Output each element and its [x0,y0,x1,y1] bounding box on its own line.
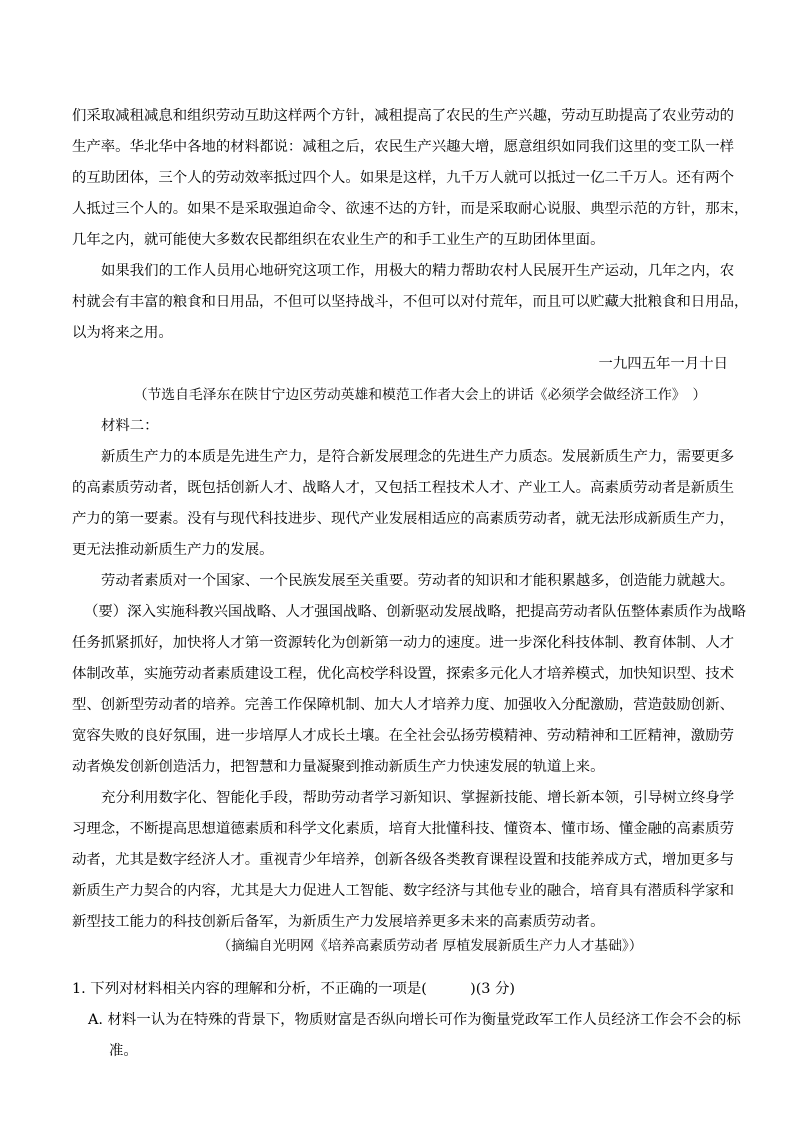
question-stem: 1. 下列对材料相关内容的理解和分析，不正确的一项是( )(3 分) [72,981,516,997]
material2-line-8: 体制改革，实施劳动者素质建设工程，优化高校学科设置，探索多元化人才培养模式，加快知识型、技术 [72,666,734,682]
material2-line-4: 更无法推动新质生产力的发展。 [72,542,274,558]
option-a-line-2: 准。 [109,1043,138,1059]
material1-date: 一九四五年一月十日 [598,356,728,372]
material2-line-11: 动者焕发创新创造活力，把智慧和力量凝聚到推动新质生产力快速发展的轨道上来。 [72,759,605,775]
material2-line-12: 充分利用数字化、智能化手段，帮助劳动者学习新知识、掌握新技能、增长新本领，引导树立终身学 [101,790,735,806]
material2-line-15: 新质生产力契合的内容，尤其是大力促进人工智能、数字经济与其他专业的融合，培育具有潜质科学家和 [72,883,734,899]
material1-line-8: 以为将来之用。 [72,325,173,341]
material2-line-6: （要）深入实施科教兴国战略、人才强国战略、创新驱动发展战略，把提高劳动者队伍整体素质作为战略 [84,604,746,620]
material2-line-10: 宽容失败的良好氛围，进一步培厚人才成长土壤。在全社会弘扬劳模精神、劳动精神和工匠精神，激励劳 [72,728,734,744]
material2-line-16: 新型技工能力的科技创新后备军，为新质生产力发展培养更多未来的高素质劳动者。 [72,914,605,930]
material2-line-5: 劳动者素质对一个国家、一个民族发展至关重要。劳动者的知识和才能积累越多，创造能力就越大。 [101,573,735,589]
material2-heading: 材料二： [101,418,159,434]
material2-line-3: 产力的第一要素。没有与现代科技进步、现代产业发展相适应的高素质劳动者，就无法形成新质生产力， [72,511,734,527]
material2-line-13: 习理念，不断提高思想道德素质和科学文化素质，培育大批懂科技、懂资本、懂市场、懂金融的高素质劳 [72,821,734,837]
material2-line-7: 任务抓紧抓好，加快将人才第一资源转化为创新第一动力的速度。进一步深化科技体制、教育体制、人才 [72,635,734,651]
material1-line-7: 村就会有丰富的粮食和日用品，不但可以坚持战斗，不但可以对付荒年，而且可以贮藏大批粮食和日用品， [72,294,749,310]
material1-line-1: 们采取减租减息和组织劳动互助这样两个方针，减租提高了农民的生产兴趣，劳动互助提高了农业劳动的 [72,108,734,124]
material2-line-1: 新质生产力的本质是先进生产力，是符合新发展理念的先进生产力质态。发展新质生产力，需要更多 [101,449,735,465]
material2-line-14: 动者，尤其是数字经济人才。重视青少年培养，创新各级各类教育课程设置和技能养成方式，增加更多与 [72,852,734,868]
material2-line-9: 型、创新型劳动者的培养。完善工作保障机制、加大人才培养力度、加强收入分配激励，营造鼓励创新、 [72,697,734,713]
material1-line-3: 的互助团体，三个人的劳动效率抵过四个人。如果是这样，九千万人就可以抵过一亿二千万人。还有两个 [72,170,734,186]
material1-line-4: 人抵过三个人的。如果不是采取强迫命令、欲速不达的方针，而是采取耐心说服、典型示范的方针，那末， [72,201,749,217]
material2-line-2: 的高素质劳动者，既包括创新人才、战略人才，又包括工程技术人才、产业工人。高素质劳动者是新质生 [72,480,734,496]
material1-line-5: 几年之内，就可能使大多数农民都组织在农业生产的和手工业生产的互助团体里面。 [72,232,605,248]
material1-line-2: 生产率。华北华中各地的材料都说：减租之后，农民生产兴趣大增，愿意组织如同我们这里的变工队一样 [72,139,734,155]
material1-line-6: 如果我们的工作人员用心地研究这项工作，用极大的精力帮助农村人民展开生产运动，几年之内，农 [101,263,735,279]
material1-source: （节选自毛泽东在陕甘宁边区劳动英雄和模范工作者大会上的讲话《必须学会做经济工作》 ） [133,387,707,403]
material2-source: （摘编自光明网《培养高素质劳动者 厚植发展新质生产力人才基础》） [217,938,643,954]
option-a-line-1: A. 材料一认为在特殊的背景下，物质财富是否纵向增长可作为衡量党政军工作人员经济工作会不会的标 [88,1012,741,1028]
